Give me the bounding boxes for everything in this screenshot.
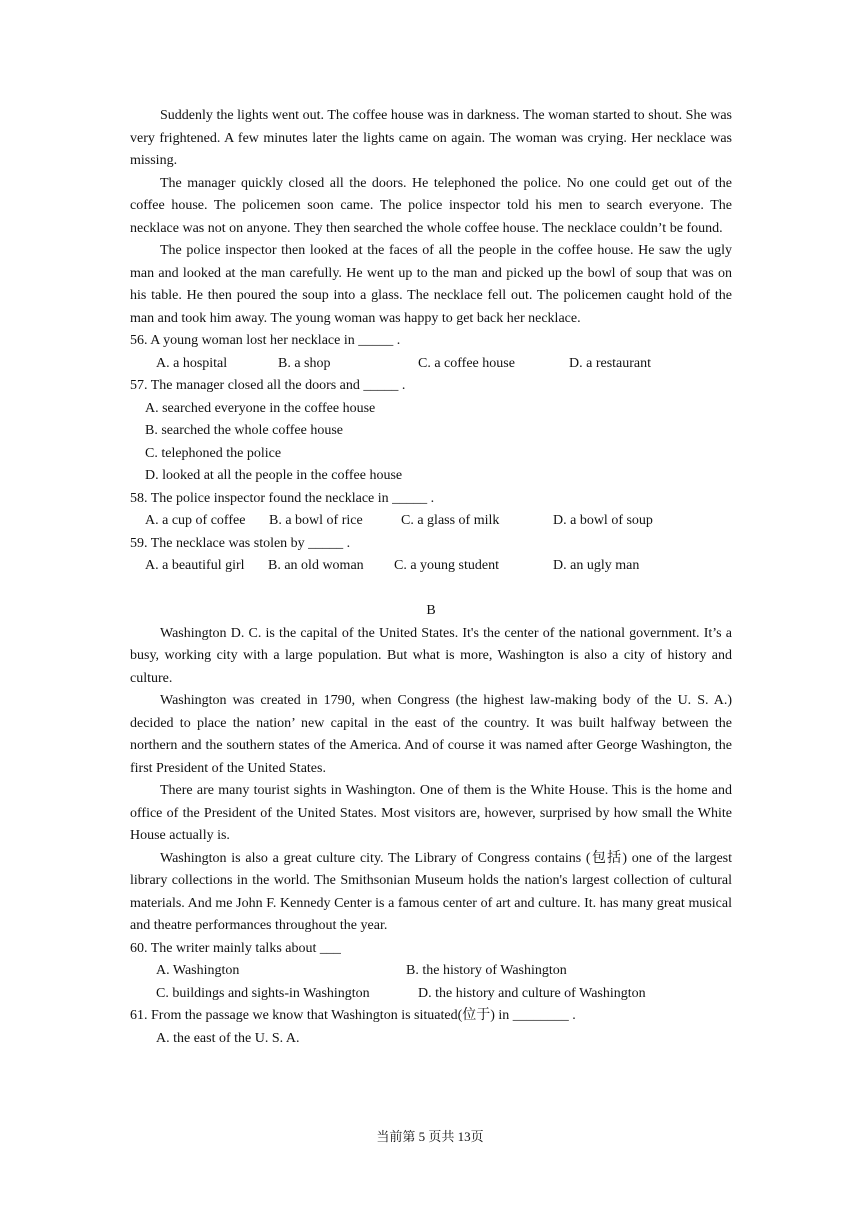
- options-row: [130, 353, 732, 376]
- option: A. Washington: [156, 963, 240, 978]
- paragraph: Washington D. C. is the capital of the United States. It's the center of the national government. It’s a busy, working city with a large population. But what is more, Washington is also a city of history and culture.: [130, 625, 732, 686]
- paragraph: Suddenly the lights went out. The coffee house was in darkness. The woman started to shout. She was very frightened. A few minutes later the lights came on again. The woman was crying. Her necklace was missing.: [130, 108, 732, 168]
- options-row: [130, 983, 732, 1006]
- question-stem: 57. The manager closed all the doors and _____ .: [130, 378, 406, 393]
- option: A. the east of the U. S. A.: [156, 1030, 300, 1046]
- option: A. searched everyone in the coffee house: [145, 400, 376, 416]
- paragraph: Washington is also a great culture city. The Library of Congress contains (包括) one of the largest library collections in the world. The Smithsonian Museum holds the nation's largest collection of cultural materials. And me John F. Kennedy Center is a famous center of art and culture. It. has many great musical and theatre performances throughout the year.: [130, 850, 732, 933]
- paragraph: There are many tourist sights in Washington. One of them is the White House. This is the home and office of the President of the United States. Most visitors are, however, surprised by how small the White House actually is.: [130, 783, 732, 843]
- paragraph: The police inspector then looked at the faces of all the people in the coffee house. He saw the ugly man and looked at the man carefully. He went up to the man and picked up the bowl of soup that was on his table. He then poured the soup into a glass. The necklace fell out. The policemen caught hold of the man and took him away. The young woman was happy to get back her necklace.: [130, 243, 732, 326]
- option: C. buildings and sights-in Washington: [156, 985, 370, 1001]
- question-stem: 61. From the passage we know that Washington is situated(位于) in ________ .: [130, 1008, 576, 1023]
- option: B. a shop: [278, 355, 331, 371]
- options-row: [130, 555, 732, 578]
- question-stem: 59. The necklace was stolen by _____ .: [130, 535, 351, 551]
- option: A. a beautiful girl: [145, 558, 245, 573]
- question-stem: 58. The police inspector found the necklace in _____ .: [130, 490, 435, 506]
- option: C. a glass of milk: [401, 513, 500, 528]
- option: B. an old woman: [268, 558, 364, 573]
- option: D. looked at all the people in the coffee house: [145, 468, 403, 483]
- question-stem: 56. A young woman lost her necklace in _____ .: [130, 333, 401, 348]
- option: A. a cup of coffee: [145, 513, 246, 528]
- option: C. telephoned the police: [145, 445, 282, 461]
- option: D. the history and culture of Washington: [418, 985, 646, 1001]
- option: B. searched the whole coffee house: [145, 423, 343, 438]
- option: B. a bowl of rice: [269, 513, 363, 528]
- option: B. the history of Washington: [406, 963, 567, 978]
- option: D. a restaurant: [569, 355, 652, 371]
- document-page: [130, 105, 732, 1050]
- paragraph: Washington was created in 1790, when Congress (the highest law-making body of the U. S. A.) decided to place the nation’ new capital in the east of the country. It was built halfway between the northern and the southern states of the America. And of course it was named after George Washington, the first President of the United States.: [130, 693, 732, 776]
- option: C. a coffee house: [418, 355, 515, 371]
- options-row: [130, 960, 732, 983]
- options-row: [130, 510, 732, 533]
- option: C. a young student: [394, 558, 499, 573]
- section-heading: B: [426, 603, 436, 618]
- question-stem: 60. The writer mainly talks about ___: [130, 940, 341, 956]
- option: D. a bowl of soup: [553, 513, 653, 528]
- page-footer: 当前第 5 页共 13页: [376, 1129, 484, 1144]
- paragraph: The manager quickly closed all the doors. He telephoned the police. No one could get out of the coffee house. The policemen soon came. The police inspector told his men to search everyone. The necklace was not on anyone. They then searched the whole coffee house. The necklace couldn’t be found.: [130, 175, 732, 236]
- option: D. an ugly man: [553, 558, 640, 573]
- option: A. a hospital: [156, 355, 228, 371]
